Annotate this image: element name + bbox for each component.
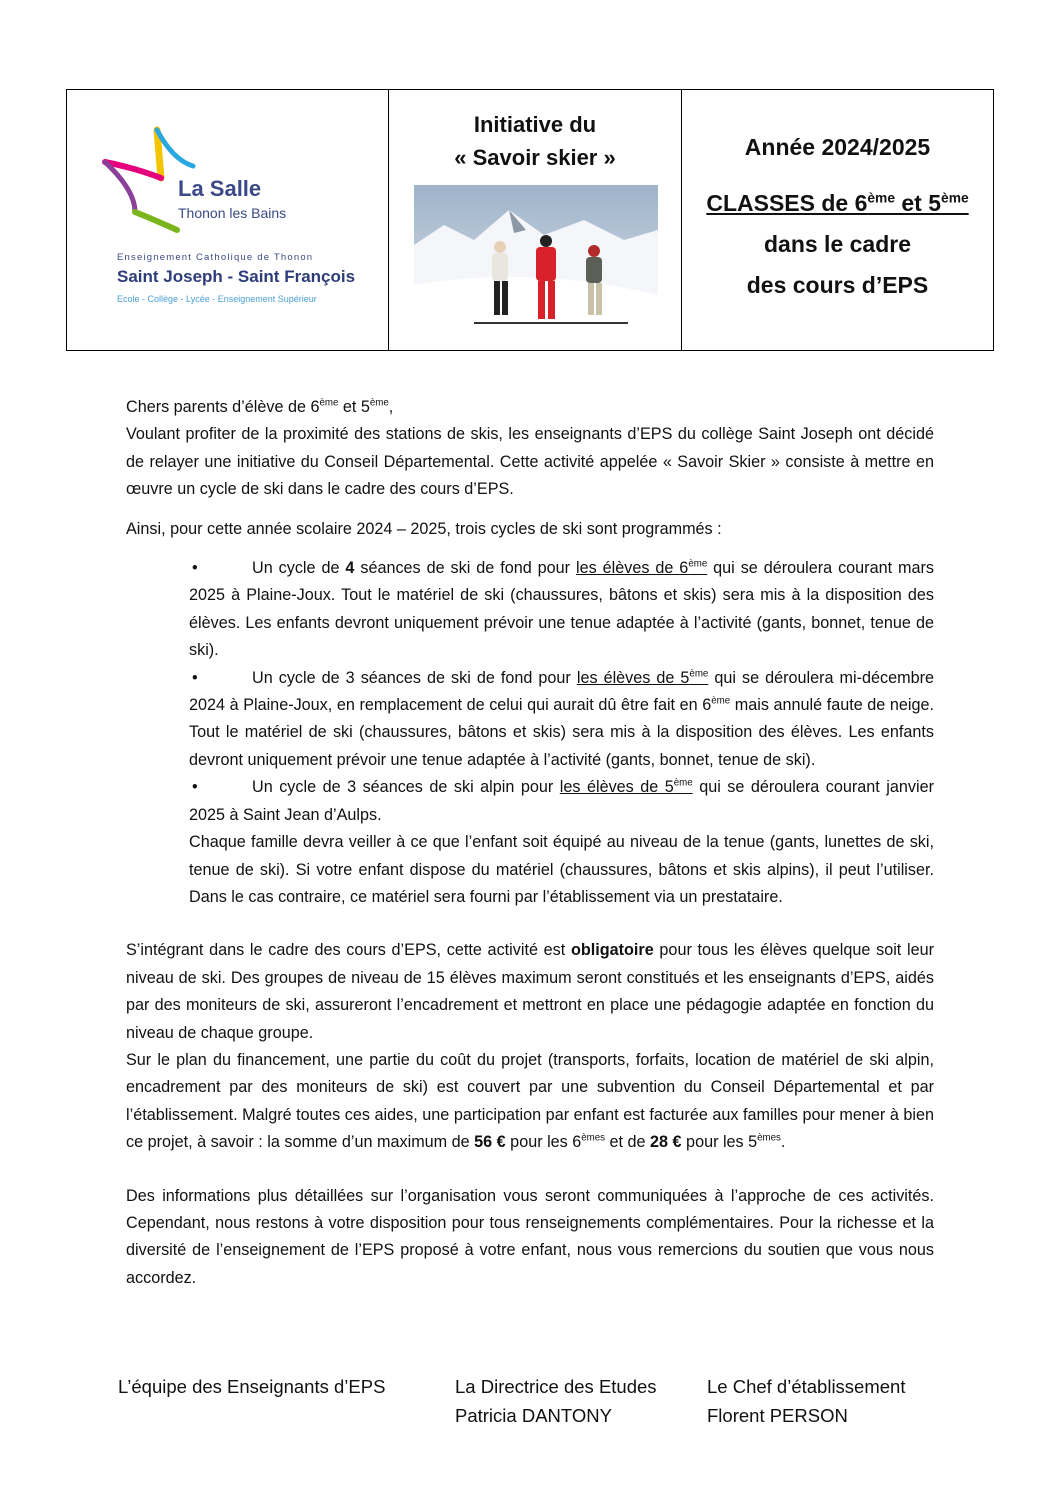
director-title: La Directrice des Etudes — [455, 1376, 657, 1397]
letter-body — [126, 394, 934, 1292]
classes-block — [682, 183, 993, 306]
mandatory-text: S’intégrant dans le cadre des cours d’EPS, cette activité est — [126, 941, 571, 960]
initiative-title — [389, 108, 681, 174]
greeting-comma: , — [388, 398, 394, 416]
funding-sup-2: èmes — [757, 1132, 781, 1144]
funding-text: Sur le plan du financement, une partie du coût du projet (transports, forfaits, location de matériel de ski alpin, encadrement par des moniteurs de ski) est couvert par une subvention du Conseil Départemental et par l’établissement. Malgré toutes ces aides, une participation par enfant est facturée aux familles pour mener à bien ce projet, à savoir : la somme d’un maximum de — [126, 1050, 934, 1152]
initiative-line-1: Initiative du — [473, 112, 597, 137]
greeting-sup-1: ème — [319, 397, 339, 409]
cycle-2-target — [577, 669, 708, 687]
greeting-sup-2: ème — [369, 397, 389, 409]
cycle-2-target-text: les élèves de 5 — [576, 668, 690, 687]
director-name: Patricia DANTONY — [455, 1405, 612, 1426]
list-item — [189, 555, 934, 665]
logo-cell — [67, 90, 389, 350]
cycle-3-text: Un cycle de 3 séances de ski alpin pour — [252, 778, 560, 797]
school-year: Année 2024/2025 — [744, 134, 931, 160]
cycle-2-text: Un cycle de 3 séances de ski de fond pour — [252, 668, 577, 687]
cycle-3-target — [560, 778, 693, 796]
cycle-1-target — [576, 559, 707, 577]
bullet-symbol: • — [192, 668, 198, 687]
mandatory-paragraph — [126, 937, 934, 1047]
classes-text: CLASSES de 6 — [706, 190, 868, 216]
cycle-1-details: qui se déroulera courant mars 2025 à Plaine-Joux. Tout le matériel de ski (chaussures, bâtons et skis) sera mis à la disposition des élèves. Les enfants devront uniquement prévoir une tenue adaptée à l’activité (gants, bonnet, tenue de ski). — [189, 559, 934, 660]
initiative-line-2: « Savoir skier » — [454, 145, 616, 170]
logo-network: Enseignement Catholique de Thonon — [117, 252, 314, 263]
classes-sup-2: ème — [941, 190, 969, 206]
mandatory-text-2: pour tous les élèves quelque soit leur niveau de ski. Des groupes de niveau de 15 élèves maximum seront constitués et les enseignants d’EPS, aidés par des moniteurs de ski, assureront l’encadrement et mettront en place une pédagogie adaptée en fonction du niveau de chaque groupe. — [126, 941, 934, 1042]
classes-text-2: et 5 — [895, 190, 942, 216]
mandatory-word: obligatoire — [570, 941, 654, 960]
logo-school: Saint Joseph - Saint François — [117, 267, 356, 286]
classes-line — [682, 183, 993, 224]
funding-paragraph — [126, 1047, 934, 1157]
frame-line: dans le cadre — [763, 231, 912, 257]
logo-name: La Salle — [178, 176, 262, 201]
funding-sup-1: èmes — [581, 1132, 606, 1144]
signature-team: L’équipe des Enseignants d’EPS — [118, 1376, 386, 1397]
classes-sup-1: ème — [867, 190, 895, 206]
cycle-1-text-2: séances de ski de fond pour — [354, 559, 576, 578]
amount-6eme: 56 € — [474, 1133, 506, 1152]
signature-eps-team — [118, 1372, 385, 1401]
bullet-symbol: • — [192, 778, 198, 797]
list-item — [189, 774, 934, 829]
cycle-2-target-sup: ème — [689, 668, 709, 680]
funding-text-4: pour les 5 — [681, 1133, 758, 1152]
eps-line: des cours d’EPS — [746, 272, 929, 298]
cycle-3-target-text: les élèves de 5 — [559, 778, 674, 797]
signature-director — [455, 1372, 657, 1430]
ski-scene-image — [414, 185, 658, 345]
cycle-2-details-2: mais annulé faute de neige. Tout le matériel de ski (chaussures, bâtons et skis) sera mis à la disposition des élèves. Les enfants devront uniquement prévoir une tenue adaptée à l’activité (gants, bonnet, tenue de ski). — [189, 696, 934, 769]
logo-city: Thonon les Bains — [178, 205, 287, 221]
initiative-cell — [389, 90, 682, 350]
greeting-text: Chers parents d’élève de 6 — [126, 398, 320, 416]
amount-5eme: 28 € — [650, 1133, 682, 1152]
greeting — [126, 394, 934, 421]
closing-paragraph: Des informations plus détaillées sur l’organisation vous seront communiquées à l’approche de ces activités. Cependant, nous restons à votre disposition pour tous renseignements complémentaires. Pour la richesse et la diversité de l’enseignement de l’EPS proposé à votre enfant, nous vous remercions du soutien que vous nous accordez. — [126, 1186, 934, 1287]
cycle-1-text: Un cycle de — [252, 559, 346, 578]
skiers-photo — [414, 185, 658, 345]
chief-title: Le Chef d’établissement — [707, 1376, 906, 1397]
cycle-1-count: 4 — [345, 559, 355, 578]
cycle-2-details: qui se déroulera mi-décembre 2024 à Plaine-Joux, en remplacement de celui qui aurait dû être fait en 6 — [189, 668, 934, 715]
year-cell — [682, 90, 993, 350]
signature-chief — [707, 1372, 905, 1430]
logo-levels: Ecole - Collège - Lycée - Enseignement Supérieur — [117, 294, 317, 304]
chief-name: Florent PERSON — [707, 1405, 848, 1426]
intro-paragraph: Voulant profiter de la proximité des stations de skis, les enseignants d’EPS du collège Saint Joseph ont décidé de relayer une initiative du Conseil Départemental. Cette activité appelée « Savoir Skier » consiste à mettre en œuvre un cycle de ski dans le cadre des cours d’EPS. — [126, 425, 934, 499]
cycle-1-target-text: les élèves de 6 — [576, 559, 689, 578]
ski-cycles-list — [189, 555, 934, 911]
cycle-2-sup: ème — [711, 695, 731, 707]
header-table — [66, 89, 994, 351]
cycle-3-details: qui se déroulera courant janvier 2025 à Saint Jean d’Aulps. — [189, 778, 934, 824]
list-item — [189, 665, 934, 775]
funding-text-3: et de — [605, 1133, 651, 1152]
equipment-paragraph: Chaque famille devra veiller à ce que l’enfant soit équipé au niveau de la tenue (gants, lunettes de ski, tenue de ski). Si votre enfant dispose du matériel (chaussures, bâtons et skis alpins), il peut l’utiliser. Dans le cas contraire, ce matériel sera fourni par l’établissement via un prestataire. — [189, 833, 934, 906]
program-paragraph: Ainsi, pour cette année scolaire 2024 – 2025, trois cycles de ski sont programmés : — [126, 519, 722, 538]
funding-text-2: pour les 6 — [505, 1133, 582, 1152]
bullet-symbol: • — [192, 559, 198, 578]
cycle-3-target-sup: ème — [673, 777, 693, 789]
greeting-text-2: et 5 — [338, 398, 370, 416]
cycle-1-target-sup: ème — [688, 558, 708, 570]
funding-period: . — [780, 1133, 786, 1152]
